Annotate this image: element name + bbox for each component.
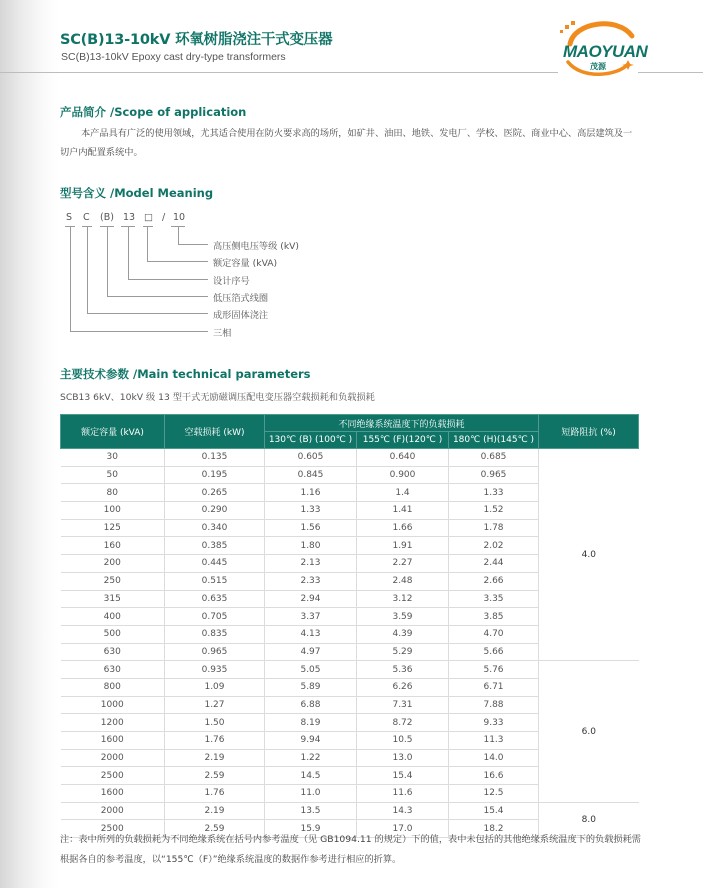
cell-load-b: 1.80 (265, 537, 357, 555)
cell-noload: 0.135 (165, 449, 265, 467)
cell-noload: 1.76 (165, 785, 265, 803)
cell-capacity: 160 (61, 537, 165, 555)
spec-table (60, 414, 639, 838)
cell-load-b: 8.19 (265, 714, 357, 732)
cell-capacity: 2500 (61, 820, 165, 838)
cell-load-b: 1.33 (265, 502, 357, 520)
cell-load-f: 1.41 (357, 502, 449, 520)
cell-load-b: 1.56 (265, 519, 357, 537)
cell-load-f: 4.39 (357, 625, 449, 643)
cell-noload: 0.635 (165, 590, 265, 608)
table-row (61, 802, 639, 820)
cell-load-h: 9.33 (449, 714, 539, 732)
col-impedance: 短路阻抗 (%) (539, 415, 639, 449)
cell-capacity: 50 (61, 466, 165, 484)
cell-load-h: 4.70 (449, 625, 539, 643)
cell-load-f: 15.4 (357, 767, 449, 785)
cell-noload: 0.265 (165, 484, 265, 502)
cell-capacity: 315 (61, 590, 165, 608)
model-code-slash: / (162, 212, 166, 223)
table-row (61, 449, 639, 467)
cell-load-f: 2.27 (357, 555, 449, 573)
cell-noload: 1.50 (165, 714, 265, 732)
cell-load-b: 0.605 (265, 449, 357, 467)
cell-load-f: 3.59 (357, 608, 449, 626)
cell-load-h: 16.6 (449, 767, 539, 785)
cell-load-b: 13.5 (265, 802, 357, 820)
cell-load-f: 1.66 (357, 519, 449, 537)
col-capacity: 额定容量 (kVA) (61, 415, 165, 449)
cell-noload: 1.09 (165, 678, 265, 696)
cell-load-f: 8.72 (357, 714, 449, 732)
cell-load-b: 5.05 (265, 661, 357, 679)
model-code-capacity: □ (144, 212, 153, 223)
cell-load-h: 12.5 (449, 785, 539, 803)
cell-load-f: 2.48 (357, 572, 449, 590)
cell-load-h: 14.0 (449, 749, 539, 767)
cell-capacity: 1200 (61, 714, 165, 732)
cell-noload: 0.340 (165, 519, 265, 537)
cell-load-b: 0.845 (265, 466, 357, 484)
cell-load-b: 9.94 (265, 732, 357, 750)
cell-impedance: 4.0 (539, 449, 639, 661)
model-label-design: 设计序号 (213, 276, 250, 287)
header-divider (0, 72, 558, 73)
cell-load-h: 11.3 (449, 732, 539, 750)
cell-load-f: 1.91 (357, 537, 449, 555)
model-label-voltage: 高压侧电压等级 (kV) (213, 241, 300, 252)
params-heading: 主要技术参数 /Main technical parameters (60, 367, 311, 381)
cell-load-h: 6.71 (449, 678, 539, 696)
cell-noload: 0.965 (165, 643, 265, 661)
cell-capacity: 80 (61, 484, 165, 502)
cell-noload: 2.59 (165, 820, 265, 838)
cell-load-h: 5.66 (449, 643, 539, 661)
cell-capacity: 250 (61, 572, 165, 590)
cell-load-f: 11.6 (357, 785, 449, 803)
cell-noload: 0.445 (165, 555, 265, 573)
col-temp-f: 155℃ (F)(120℃ ) (357, 432, 449, 449)
cell-noload: 1.27 (165, 696, 265, 714)
cell-capacity: 500 (61, 625, 165, 643)
cell-load-f: 10.5 (357, 732, 449, 750)
cell-noload: 2.19 (165, 802, 265, 820)
cell-load-f: 5.29 (357, 643, 449, 661)
cell-load-b: 2.94 (265, 590, 357, 608)
cell-capacity: 2000 (61, 749, 165, 767)
cell-noload: 0.515 (165, 572, 265, 590)
cell-load-h: 2.66 (449, 572, 539, 590)
cell-noload: 0.195 (165, 466, 265, 484)
cell-load-h: 0.965 (449, 466, 539, 484)
cell-noload: 0.290 (165, 502, 265, 520)
cell-capacity: 200 (61, 555, 165, 573)
cell-load-f: 17.0 (357, 820, 449, 838)
cell-load-f: 6.26 (357, 678, 449, 696)
model-label-phase: 三相 (213, 328, 232, 339)
model-code-b: (B) (100, 212, 114, 223)
model-label-capacity: 额定容量 (kVA) (213, 258, 278, 269)
cell-load-f: 3.12 (357, 590, 449, 608)
cell-load-b: 11.0 (265, 785, 357, 803)
cell-load-h: 3.35 (449, 590, 539, 608)
cell-impedance: 8.0 (539, 802, 639, 837)
cell-load-h: 2.44 (449, 555, 539, 573)
cell-capacity: 400 (61, 608, 165, 626)
cell-load-f: 14.3 (357, 802, 449, 820)
cell-load-f: 13.0 (357, 749, 449, 767)
model-code-s: S (66, 212, 73, 223)
cell-load-b: 4.13 (265, 625, 357, 643)
scope-text: 本产品具有广泛的使用领域，尤其适合使用在防火要求高的场所，如矿井、油田、地铁、发电厂、学校、医院、商业中心、高层建筑及一切户内配置系统中。 (60, 128, 633, 158)
cell-load-b: 4.97 (265, 643, 357, 661)
table-note: 注：表中所列的负载损耗为不同绝缘系统在括号内参考温度（见 GB1094.11 的规定）下的值，表中未包括的其他绝缘系统温度下的负载损耗需根据各自的参考温度，以“155℃（F）”绝缘系统温度的数据作参考进行相应的折算。 (60, 834, 641, 865)
cell-capacity: 800 (61, 678, 165, 696)
model-code-13: 13 (123, 212, 136, 223)
cell-load-b: 14.5 (265, 767, 357, 785)
cell-load-h: 1.52 (449, 502, 539, 520)
logo-chinese: 茂源 (590, 62, 606, 71)
col-noload: 空载损耗 (kW) (165, 415, 265, 449)
cell-noload: 0.705 (165, 608, 265, 626)
model-heading: 型号含义 /Model Meaning (60, 186, 214, 200)
cell-noload: 2.59 (165, 767, 265, 785)
cell-load-h: 5.76 (449, 661, 539, 679)
model-label-cast: 成形固体浇注 (213, 310, 269, 321)
cell-load-f: 7.31 (357, 696, 449, 714)
cell-load-h: 7.88 (449, 696, 539, 714)
cell-load-h: 15.4 (449, 802, 539, 820)
cell-capacity: 125 (61, 519, 165, 537)
model-code-c: C (83, 212, 90, 223)
cell-noload: 0.835 (165, 625, 265, 643)
col-temp-h: 180℃ (H)(145℃ ) (449, 432, 539, 449)
cell-capacity: 1600 (61, 785, 165, 803)
cell-load-f: 0.900 (357, 466, 449, 484)
table-caption: SCB13 6kV、10kV 级 13 型干式无励磁调压配电变压器空载损耗和负载损耗 (60, 392, 375, 403)
model-code-10: 10 (173, 212, 186, 223)
cell-capacity: 100 (61, 502, 165, 520)
cell-load-b: 6.88 (265, 696, 357, 714)
cell-load-f: 5.36 (357, 661, 449, 679)
cell-noload: 1.76 (165, 732, 265, 750)
cell-load-b: 2.33 (265, 572, 357, 590)
brand-logo (548, 14, 648, 80)
page-subtitle: SC(B)13-10kV Epoxy cast dry-type transformers (61, 51, 286, 63)
cell-capacity: 630 (61, 643, 165, 661)
cell-load-b: 15.9 (265, 820, 357, 838)
cell-capacity: 30 (61, 449, 165, 467)
cell-load-b: 3.37 (265, 608, 357, 626)
scope-heading: 产品简介 /Scope of application (60, 105, 247, 119)
cell-capacity: 2500 (61, 767, 165, 785)
cell-load-b: 2.13 (265, 555, 357, 573)
cell-load-b: 1.16 (265, 484, 357, 502)
cell-load-h: 1.78 (449, 519, 539, 537)
cell-capacity: 630 (61, 661, 165, 679)
col-load-group: 不同绝缘系统温度下的负载损耗 (265, 415, 539, 432)
col-temp-b: 130℃ (B) (100℃ ) (265, 432, 357, 449)
page-title: SC(B)13-10kV 环氧树脂浇注干式变压器 (60, 32, 333, 48)
cell-impedance: 6.0 (539, 661, 639, 803)
cell-load-b: 5.89 (265, 678, 357, 696)
cell-capacity: 1600 (61, 732, 165, 750)
cell-noload: 2.19 (165, 749, 265, 767)
cell-load-b: 1.22 (265, 749, 357, 767)
cell-noload: 0.385 (165, 537, 265, 555)
cell-capacity: 1000 (61, 696, 165, 714)
logo-wordmark: MAOYUAN (563, 42, 648, 61)
cell-load-f: 1.4 (357, 484, 449, 502)
cell-capacity: 2000 (61, 802, 165, 820)
cell-load-f: 0.640 (357, 449, 449, 467)
cell-load-h: 18.2 (449, 820, 539, 838)
cell-noload: 0.935 (165, 661, 265, 679)
cell-load-h: 2.02 (449, 537, 539, 555)
cell-load-h: 3.85 (449, 608, 539, 626)
cell-load-h: 1.33 (449, 484, 539, 502)
cell-load-h: 0.685 (449, 449, 539, 467)
model-label-foil: 低压箔式线圈 (213, 293, 269, 304)
table-row (61, 661, 639, 679)
